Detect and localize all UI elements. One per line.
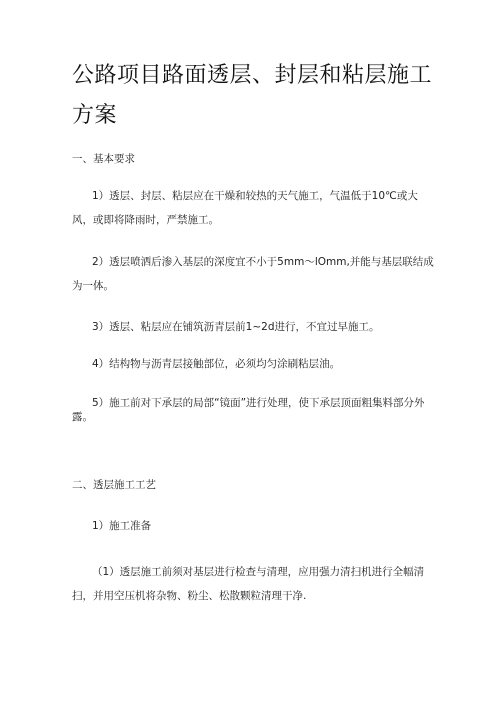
section-heading-basic-requirements: 一、基本要求 [72,153,135,165]
requirement-item-4: 4）结构物与沥青层接触部位，必须均匀涂刷粘层油。 [92,358,341,370]
requirement-item-1: 1）透层、封层、粘层应在干燥和较热的天气施工，气温低于10℃或大风，或即将降雨时，严禁施工。 [72,190,418,226]
section-heading-prime-coat-process: 二、透层施工工艺 [72,479,156,491]
requirement-item-2: 2）透层喷洒后渗入基层的深度宜不小于5mm～lOmm,并能与基层联结成为一体。 [72,256,434,292]
subheading-construction-preparation: 1）施工准备 [92,520,152,532]
document-title: 公路项目路面透层、封层和粘层施工方案 [72,63,433,128]
preparation-paragraph-1: （1）透层施工前须对基层进行检查与清理，应用强力清扫机进行全幅清扫，并用空压机将杂物、粉尘、松散颗粒清理干净. [72,566,425,602]
requirement-item-5: 5）施工前对下承层的局部“镜面”进行处理，使下承层顶面粗集料部分外露。 [72,397,425,423]
requirement-item-3: 3）透层、粘层应在铺筑沥青层前1~2d进行，不宜过早施工。 [92,321,380,333]
